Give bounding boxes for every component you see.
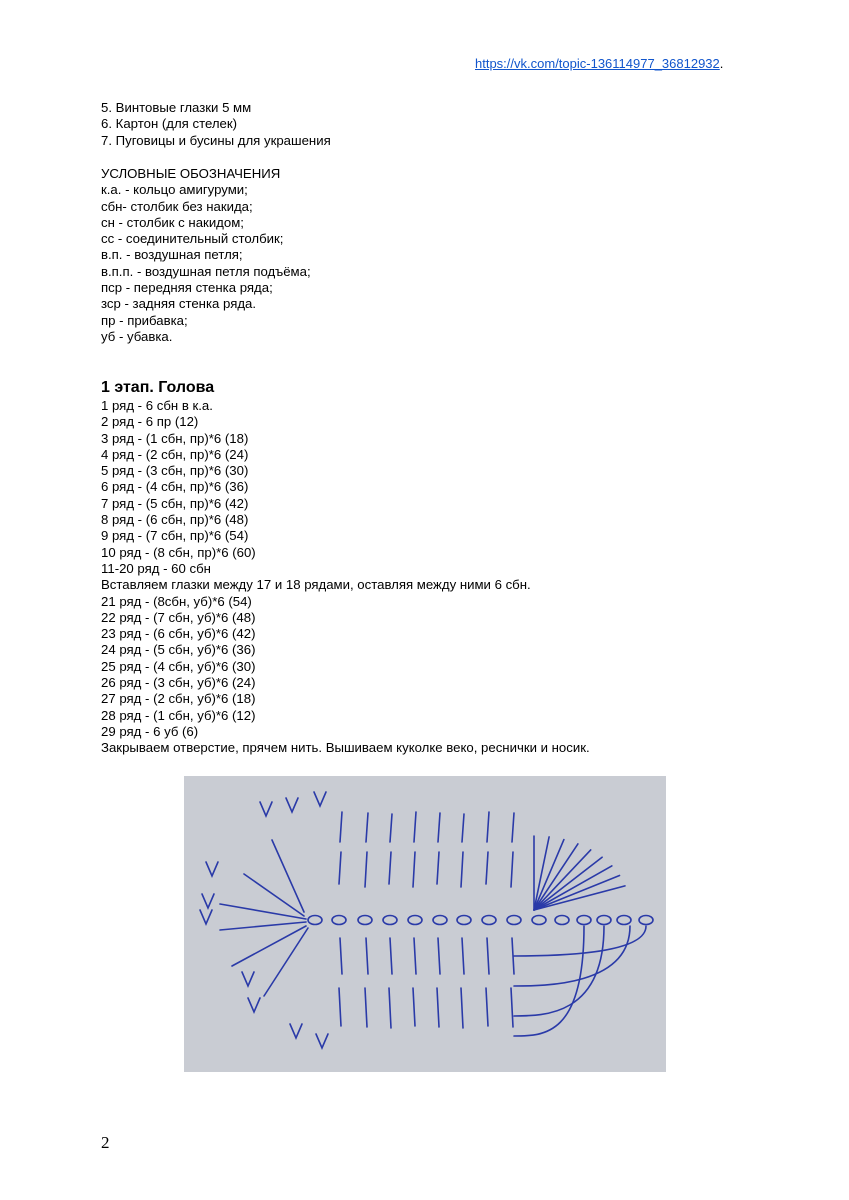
stitch-mark-upper-inner [511, 852, 513, 887]
stitch-mark-lower-outer [486, 988, 488, 1026]
pattern-line: 10 ряд - (8 сбн, пр)*6 (60) [101, 544, 256, 560]
stitch-mark-lower-inner [366, 938, 368, 974]
materials-item: 5. Винтовые глазки 5 мм [101, 100, 252, 115]
pattern-line: 28 ряд - (1 сбн, уб)*6 (12) [101, 707, 256, 723]
increase-v-mark [202, 894, 214, 908]
stitch-mark-lower-inner [438, 938, 440, 974]
chain-stitch-oval [457, 916, 471, 925]
chain-stitch-oval [482, 916, 496, 925]
stitch-mark-upper-outer [512, 813, 514, 842]
pattern-line: Вставляем глазки между 17 и 18 рядами, оставляя между ними 6 сбн. [101, 577, 531, 593]
chain-stitch-oval [332, 916, 346, 925]
legend-item: в.п.п. - воздушная петля подъёма; [101, 263, 311, 279]
stitch-mark-lower-inner [462, 938, 464, 974]
fan-stitch-right [534, 857, 602, 910]
stitch-mark-lower-outer [389, 988, 391, 1028]
stitch-mark-upper-inner [413, 852, 415, 887]
stitch-mark-upper-outer [438, 813, 440, 842]
stitch-mark-upper-inner [437, 852, 439, 884]
fan-stitch-right [534, 850, 591, 910]
stitch-mark-upper-inner [365, 852, 367, 887]
legend-item: сс - соединительный столбик; [101, 231, 284, 247]
pattern-line: 11-20 ряд - 60 сбн [101, 560, 211, 576]
stitch-mark-upper-inner [339, 852, 341, 884]
pattern-line: 5 ряд - (3 сбн, пр)*6 (30) [101, 463, 249, 479]
stitch-mark-lower-outer [365, 988, 367, 1027]
legend-item: пср - передняя стенка ряда; [101, 280, 273, 296]
chain-stitch-oval [408, 916, 422, 925]
pattern-line: 6 ряд - (4 сбн, пр)*6 (36) [101, 479, 249, 495]
pattern-line: 26 ряд - (3 сбн, уб)*6 (24) [101, 675, 256, 691]
stitch-mark-upper-outer [462, 814, 464, 842]
pattern-line: 25 ряд - (4 сбн, уб)*6 (30) [101, 658, 256, 674]
legend-section [101, 166, 311, 345]
stitch-mark-lower-outer [511, 988, 513, 1027]
stitch-mark-lower-inner [340, 938, 342, 974]
crochet-diagram [184, 776, 666, 1072]
materials-item: 6. Картон (для стелек) [101, 116, 238, 132]
pattern-line: 24 ряд - (5 сбн, уб)*6 (36) [101, 642, 256, 658]
chain-stitch-oval [577, 916, 591, 925]
increase-v-mark [316, 1034, 328, 1048]
legend-item: уб - убавка. [101, 328, 173, 344]
increase-v-mark [290, 1024, 302, 1038]
chain-stitch-oval [308, 916, 322, 925]
legend-item: пр - прибавка; [101, 312, 188, 328]
stitch-mark-lower-outer [339, 988, 341, 1026]
stitch-mark-lower-outer [437, 988, 439, 1027]
source-link-line [475, 56, 723, 71]
stitch-mark-upper-inner [486, 852, 488, 884]
stitch-mark-upper-outer [487, 812, 489, 842]
chain-stitch-oval [507, 916, 521, 925]
pattern-line: 21 ряд - (8сбн, уб)*6 (54) [101, 593, 252, 609]
page-number: 2 [101, 1133, 110, 1152]
pattern-line: Закрываем отверстие, прячем нить. Вышиваем куколке веко, реснички и носик. [101, 740, 590, 756]
chain-stitch-oval [433, 916, 447, 925]
legend-item: зср - задняя стенка ряда. [101, 296, 257, 312]
stitch-mark-lower-inner [487, 938, 489, 974]
legend-item: в.п. - воздушная петля; [101, 247, 243, 263]
increase-v-mark [286, 798, 298, 812]
fan-stitch-left [220, 922, 306, 930]
pattern-line: 2 ряд - 6 пр (12) [101, 414, 199, 430]
materials-item: 7. Пуговицы и бусины для украшения [101, 132, 331, 148]
pattern-line: 29 ряд - 6 уб (6) [101, 723, 199, 739]
source-link-suffix: . [719, 56, 724, 71]
chain-stitch-oval [383, 916, 397, 925]
pattern-line: 23 ряд - (6 сбн, уб)*6 (42) [101, 626, 256, 642]
stitch-mark-upper-outer [366, 813, 368, 842]
stitch-mark-upper-outer [414, 812, 416, 842]
increase-v-mark [248, 998, 260, 1012]
stitch-mark-lower-inner [390, 938, 392, 974]
stitch-mark-upper-outer [340, 812, 342, 842]
increase-v-mark [242, 972, 254, 986]
chain-stitch-oval [617, 916, 631, 925]
increase-v-mark [200, 910, 212, 924]
source-link[interactable]: https://vk.com/topic-136114977_36812932 [475, 56, 720, 71]
pattern-line: 9 ряд - (7 сбн, пр)*6 (54) [101, 528, 249, 544]
stitch-mark-lower-outer [413, 988, 415, 1026]
fan-stitch-left [264, 928, 308, 996]
stitch-mark-upper-outer [390, 814, 392, 842]
pattern-line: 4 ряд - (2 сбн, пр)*6 (24) [101, 446, 249, 462]
crochet-diagram-photo [184, 776, 666, 1072]
increase-v-mark [206, 862, 218, 876]
legend-title: УСЛОВНЫЕ ОБОЗНАЧЕНИЯ [101, 166, 281, 181]
chain-stitch-oval [639, 916, 653, 925]
pattern-line: 8 ряд - (6 сбн, пр)*6 (48) [101, 512, 249, 528]
pattern-line: 7 ряд - (5 сбн, пр)*6 (42) [101, 495, 249, 511]
legend-item: сн - столбик с накидом; [101, 214, 244, 230]
chain-stitch-oval [555, 916, 569, 925]
stage-section [101, 378, 590, 757]
stitch-mark-lower-outer [461, 988, 463, 1028]
pattern-line: 3 ряд - (1 сбн, пр)*6 (18) [101, 430, 249, 446]
increase-v-mark [260, 802, 272, 816]
return-arc [514, 926, 604, 1016]
legend-item: к.а. - кольцо амигуруми; [101, 182, 248, 198]
fan-stitch-left [272, 840, 304, 912]
stitch-mark-upper-inner [389, 852, 391, 884]
chain-stitch-oval [358, 916, 372, 925]
chain-stitch-oval [597, 916, 611, 925]
stage-title: 1 этап. Голова [101, 379, 215, 396]
pattern-line: 1 ряд - 6 сбн в к.а. [101, 398, 213, 413]
stitch-mark-lower-inner [414, 938, 416, 974]
legend-item: сбн- столбик без накида; [101, 198, 253, 214]
pattern-line: 22 ряд - (7 сбн, уб)*6 (48) [101, 609, 256, 625]
fan-stitch-right [534, 866, 612, 910]
stitch-mark-upper-inner [461, 852, 463, 887]
return-arc [514, 926, 646, 956]
pattern-line: 27 ряд - (2 сбн, уб)*6 (18) [101, 691, 256, 707]
chain-stitch-oval [532, 916, 546, 925]
increase-v-mark [314, 792, 326, 806]
materials-list [101, 100, 331, 149]
fan-stitch-left [220, 904, 306, 919]
fan-stitch-left [232, 926, 306, 966]
